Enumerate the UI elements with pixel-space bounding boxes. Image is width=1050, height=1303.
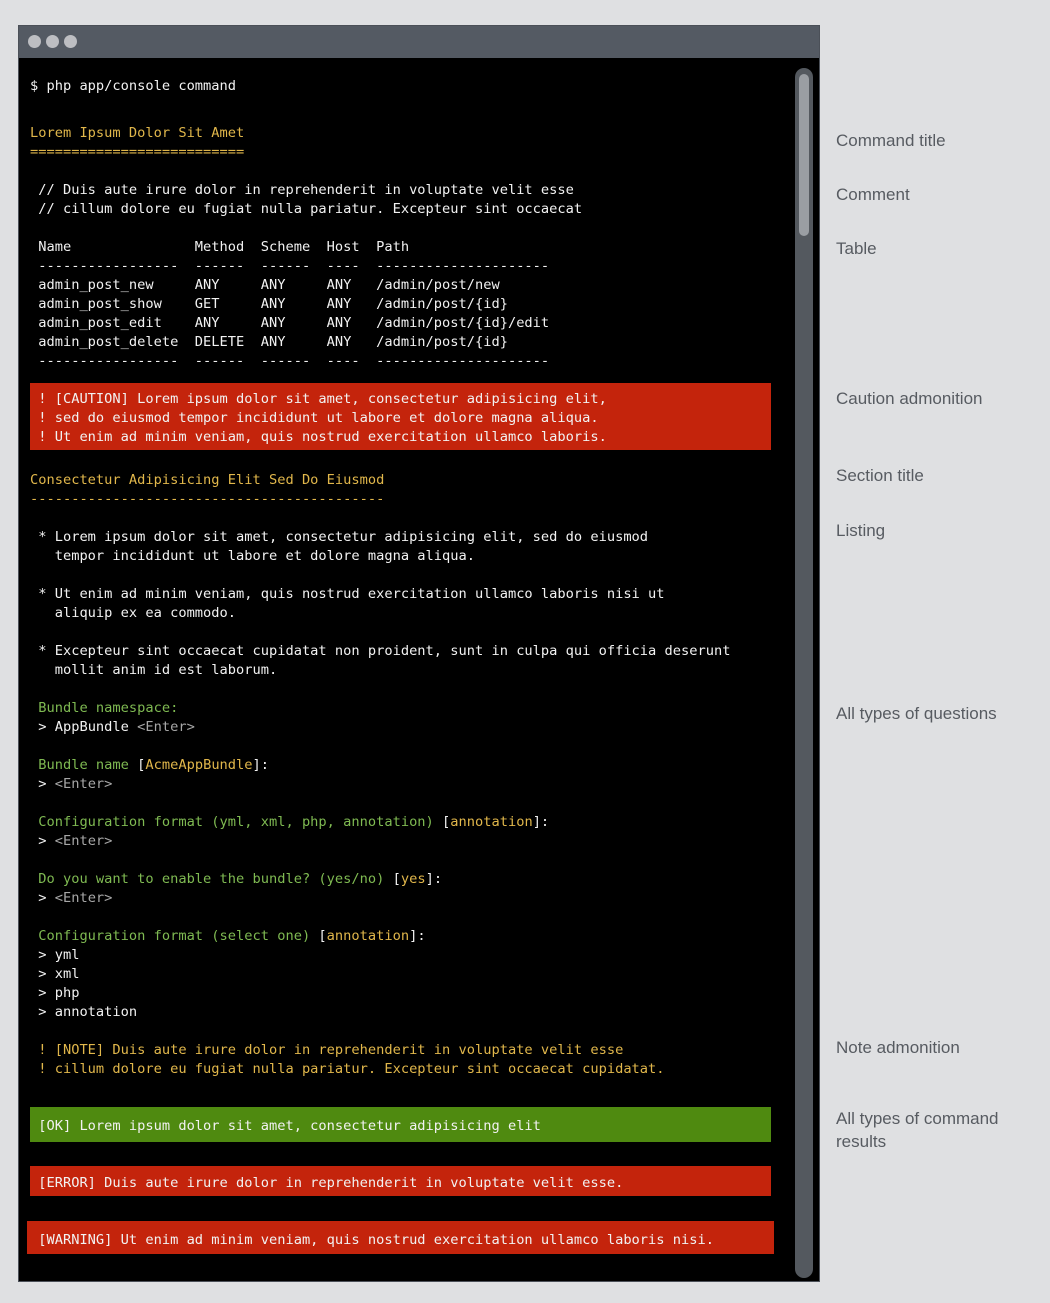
enter-key-hint: <Enter> [54, 890, 113, 906]
command-title: Lorem Ipsum Dolor Sit Amet [30, 125, 245, 141]
question-default: AcmeAppBundle [145, 757, 253, 773]
window-titlebar[interactable] [19, 26, 819, 58]
list-item: * Lorem ipsum dolor sit amet, consectetur adipisicing elit, sed do eiusmod [30, 529, 649, 545]
caution-line: ! Ut enim ad minim veniam, quis nostrud exercitation ullamco laboris. [30, 429, 607, 445]
question-answer[interactable] [30, 775, 112, 794]
label-section-title: Section title [836, 466, 924, 485]
choice-option[interactable]: > annotation [30, 1004, 138, 1020]
list-item-continuation: tempor incididunt ut labore et dolore magna aliqua. [30, 548, 475, 564]
question-answer[interactable] [30, 718, 195, 737]
question-answer[interactable] [30, 889, 112, 908]
label-listing: Listing [836, 521, 886, 540]
error-result: [ERROR] Duis aute irure dolor in reprehenderit in voluptate velit esse. [30, 1175, 624, 1191]
ok-result: [OK] Lorem ipsum dolor sit amet, consectetur adipisicing elit [30, 1118, 541, 1134]
prompt-symbol: > [30, 719, 55, 735]
choice-option[interactable]: > xml [30, 966, 80, 982]
window-minimize-button[interactable] [46, 35, 59, 48]
note-line: ! cillum dolore eu fugiat nulla pariatur. Excepteur sint occaecat cupidatat. [30, 1061, 665, 1077]
question-default: annotation [326, 928, 410, 944]
comment-line: // cillum dolore eu fugiat nulla pariatur. Excepteur sint occaecat [30, 201, 583, 217]
enter-key-hint: <Enter> [54, 776, 113, 792]
table-header: Name Method Scheme Host Path [30, 239, 410, 255]
warning-result: [WARNING] Ut enim ad minim veniam, quis nostrud exercitation ullamco laboris nisi. [30, 1232, 714, 1248]
label-caution: Caution admonition [836, 389, 983, 408]
list-item: * Ut enim ad minim veniam, quis nostrud exercitation ullamco laboris nisi ut [30, 586, 665, 602]
question-text: Bundle name [30, 757, 138, 773]
question-label: Configuration format (select one) [annotation]: [30, 928, 426, 944]
label-command-title: Command title [836, 131, 946, 150]
table-row: admin_post_delete DELETE ANY ANY /admin/post/{id} [30, 334, 508, 350]
note-line: ! [NOTE] Duis aute irure dolor in reprehenderit in voluptate velit esse [30, 1042, 624, 1058]
table-row: admin_post_edit ANY ANY ANY /admin/post/{id}/edit [30, 315, 550, 331]
label-comment: Comment [836, 185, 910, 204]
question-default: annotation [450, 814, 533, 830]
question-default: yes [400, 871, 426, 887]
table-separator: ----------------- ------ ------ ---- --------------------- [30, 258, 550, 274]
list-item-continuation: aliquip ex ea commodo. [30, 605, 237, 621]
comment-line: // Duis aute irure dolor in reprehenderit in voluptate velit esse [30, 182, 574, 198]
vertical-scrollbar[interactable] [795, 68, 813, 1278]
question-label: Bundle name [AcmeAppBundle]: [30, 757, 270, 773]
window-close-button[interactable] [28, 35, 41, 48]
question-label: Bundle namespace: [30, 700, 179, 716]
label-note: Note admonition [836, 1038, 960, 1057]
enter-key-hint: <Enter> [54, 833, 113, 849]
question-text: Configuration format (select one) [30, 928, 319, 944]
prompt-symbol: > [30, 776, 55, 792]
question-text: Do you want to enable the bundle? (yes/no) [30, 871, 393, 887]
section-title-underline: ------------------------------------------- [30, 491, 385, 507]
choice-option[interactable]: > yml [30, 947, 80, 963]
terminal-output [19, 58, 795, 1281]
choice-option[interactable]: > php [30, 985, 80, 1001]
list-item-continuation: mollit anim id est laborum. [30, 662, 278, 678]
table-row: admin_post_new ANY ANY ANY /admin/post/new [30, 277, 500, 293]
question-answer[interactable] [30, 832, 112, 851]
question-text: Configuration format (yml, xml, php, annotation) [30, 814, 443, 830]
window-maximize-button[interactable] [64, 35, 77, 48]
label-results-line2: results [836, 1132, 887, 1151]
section-title: Consectetur Adipisicing Elit Sed Do Eiusmod [30, 472, 385, 488]
prompt-symbol: > [30, 890, 55, 906]
terminal-window [18, 25, 820, 1282]
label-results-line1: All types of command [836, 1109, 999, 1128]
label-questions: All types of questions [836, 704, 997, 723]
list-item: * Excepteur sint occaecat cupidatat non proident, sunt in culpa qui officia deserunt [30, 643, 731, 659]
table-row: admin_post_show GET ANY ANY /admin/post/{id} [30, 296, 508, 312]
answer-value: AppBundle [54, 719, 129, 735]
prompt-symbol: > [30, 833, 55, 849]
label-table: Table [836, 239, 877, 258]
caution-line: ! sed do eiusmod tempor incididunt ut labore et dolore magna aliqua. [30, 410, 599, 426]
question-label: Configuration format (yml, xml, php, annotation) [annotation]: [30, 814, 550, 830]
enter-key-hint: <Enter> [128, 719, 195, 735]
table-separator: ----------------- ------ ------ ---- --------------------- [30, 353, 550, 369]
command-line: $ php app/console command [30, 78, 237, 94]
caution-line: ! [CAUTION] Lorem ipsum dolor sit amet, consectetur adipisicing elit, [30, 391, 607, 407]
question-label: Do you want to enable the bundle? (yes/no) [yes]: [30, 871, 443, 887]
scrollbar-thumb[interactable] [799, 74, 809, 236]
command-title-underline: ========================== [30, 144, 245, 160]
